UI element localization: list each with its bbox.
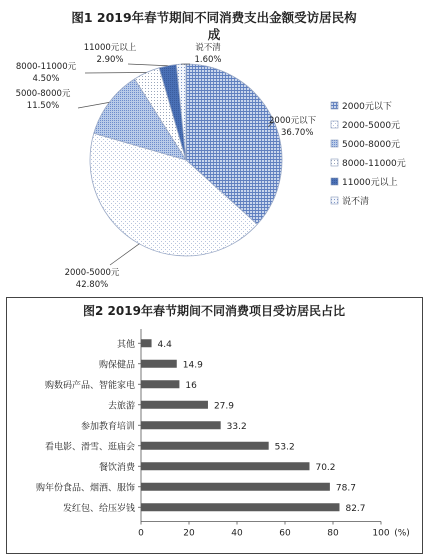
pie-label-value-2: 11.50% xyxy=(26,101,60,111)
pie-leader-line-2 xyxy=(78,102,109,108)
pie-label-name-4: 11000元以上 xyxy=(83,43,137,53)
bar-value-label-6: 70.2 xyxy=(315,462,336,473)
legend-swatch-0 xyxy=(331,102,338,109)
bar-x-tick-label-4: 80 xyxy=(327,528,339,539)
bar-category-label-1: 购保健品 xyxy=(98,360,135,371)
legend-label-4: 11000元以上 xyxy=(342,178,398,188)
bar-chart-title: 图2 2019年春节期间不同消费项目受访居民占比 xyxy=(83,304,345,318)
bar-category-label-7: 购年份食品、烟酒、服饰 xyxy=(35,483,135,494)
bar-x-tick-label-3: 60 xyxy=(279,528,291,539)
bar-value-label-2: 16 xyxy=(185,380,197,391)
pie-label-name-2: 5000-8000元 xyxy=(15,89,71,99)
legend-label-1: 2000-5000元 xyxy=(342,121,401,131)
bar-value-label-5: 53.2 xyxy=(274,442,295,453)
pie-leader-line-1 xyxy=(110,244,139,265)
bar-value-label-8: 82.7 xyxy=(345,503,366,514)
pie-chart xyxy=(90,64,282,256)
legend-label-5: 说不清 xyxy=(342,197,370,207)
legend-swatch-4 xyxy=(331,178,338,185)
legend-label-0: 2000元以下 xyxy=(342,102,392,112)
pie-leader-line-4 xyxy=(128,64,168,66)
bar-8 xyxy=(141,503,339,511)
bar-category-label-5: 看电影、滑雪、逛庙会 xyxy=(44,442,135,453)
bar-3 xyxy=(141,401,208,409)
bar-x-unit-label: (%) xyxy=(394,528,410,539)
bar-value-label-4: 33.2 xyxy=(226,421,247,432)
legend-swatch-1 xyxy=(331,121,338,128)
bar-value-label-3: 27.9 xyxy=(213,401,235,412)
pie-title-line1: 图1 2019年春节期间不同消费支出金额受访居民构 xyxy=(71,10,357,25)
bar-x-tick-label-1: 20 xyxy=(183,528,195,539)
legend-swatch-5 xyxy=(331,197,338,204)
bar-value-label-7: 78.7 xyxy=(335,483,356,494)
legend-swatch-3 xyxy=(331,159,338,166)
bar-6 xyxy=(141,462,309,470)
bar-1 xyxy=(141,360,177,368)
bar-category-label-3: 去旅游 xyxy=(107,401,135,412)
bar-0 xyxy=(141,339,152,347)
bar-chart xyxy=(36,329,410,539)
pie-label-value-0: 36.70% xyxy=(281,128,314,138)
bar-value-label-1: 14.9 xyxy=(182,360,203,371)
pie-label-value-3: 4.50% xyxy=(32,74,60,84)
pie-title-line2: 成 xyxy=(207,27,221,42)
pie-label-name-0: 2000元以下 xyxy=(269,116,317,126)
pie-label-name-1: 2000-5000元 xyxy=(64,268,120,278)
bar-5 xyxy=(141,442,269,450)
legend-swatch-2 xyxy=(331,140,338,147)
pie-label-name-5: 说不清 xyxy=(195,43,221,53)
bar-2 xyxy=(141,380,179,388)
bar-category-label-2: 购数码产品、智能家电 xyxy=(44,380,135,391)
legend-label-3: 8000-11000元 xyxy=(342,159,406,169)
bar-category-label-4: 参加教育培训 xyxy=(80,421,135,432)
legend-label-2: 5000-8000元 xyxy=(342,140,401,150)
pie-label-value-5: 1.60% xyxy=(194,55,222,65)
bar-value-label-0: 4.4 xyxy=(157,339,172,350)
pie-label-value-4: 2.90% xyxy=(96,55,124,65)
bar-x-tick-label-0: 0 xyxy=(138,528,144,539)
pie-label-name-3: 8000-11000元 xyxy=(15,62,77,72)
bar-4 xyxy=(141,421,221,429)
bar-x-tick-label-5: 100 xyxy=(372,528,390,539)
bar-x-tick-label-2: 40 xyxy=(231,528,243,539)
pie-legend xyxy=(331,101,406,207)
bar-category-label-8: 发红包、给压岁钱 xyxy=(62,503,135,514)
bar-category-label-0: 其他 xyxy=(116,339,135,350)
pie-label-value-1: 42.80% xyxy=(75,280,109,290)
bar-7 xyxy=(141,483,330,491)
bar-category-label-6: 餐饮消费 xyxy=(98,462,135,473)
